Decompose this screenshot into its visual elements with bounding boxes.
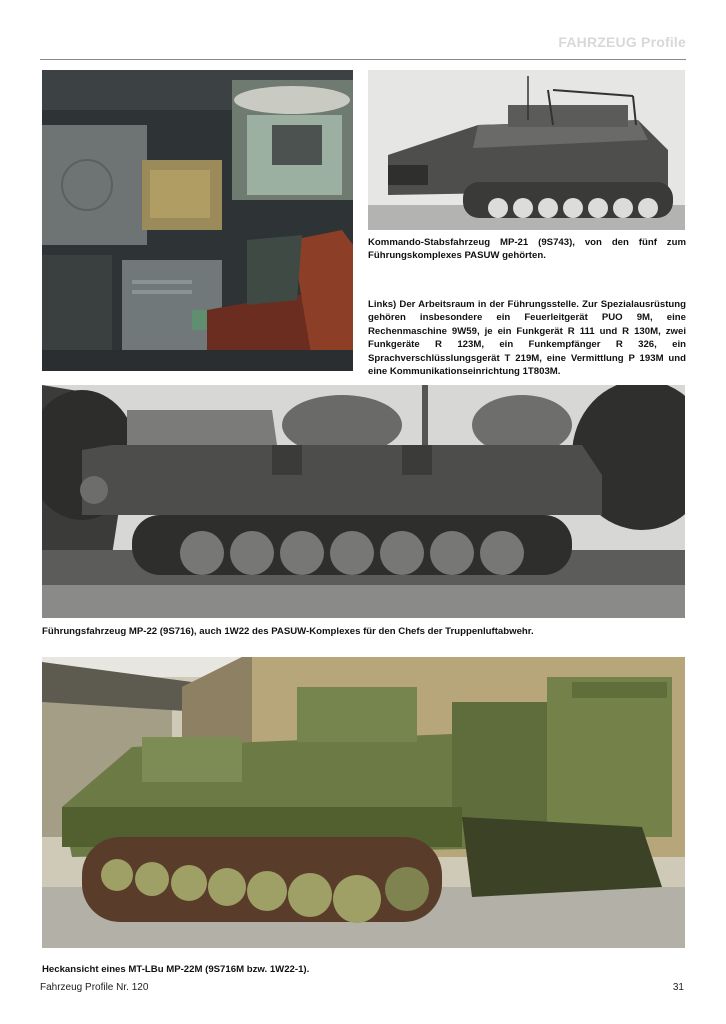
caption-mp22: Führungsfahrzeug MP-22 (9S716), auch 1W22 des PASUW-Komplexes für den Chefs der Truppenluftabwehr.	[42, 626, 534, 637]
caption-mp22m: Heckansicht eines MT-LBu MP-22M (9S716M bzw. 1W22-1).	[42, 964, 310, 975]
photo-vehicle-icon	[42, 385, 685, 618]
photo-vehicle-icon	[368, 70, 685, 230]
footer-page-number: 31	[672, 982, 684, 993]
photo-mp22-vehicle	[42, 385, 685, 618]
photo-command-post-interior	[42, 70, 353, 371]
caption-interior: Links) Der Arbeitsraum in der Führungsstelle. Zur Spezialausrüstung gehören insbesondere ein Feuerleitgerät PUO 9M, eine Rechenmaschine 9W59, je ein Funkgerät R 111 und R 130M, zwei Funkgeräte R 123M, ein Funkempfänger R 326, ein Sprachverschlüsslungsgerät T 219M, eine Vermittlung P 193M und eine Kommunikationseinrichtung 1T803M.	[368, 299, 686, 378]
photo-mp21-vehicle	[368, 70, 685, 230]
footer-publication: Fahrzeug Profile Nr. 120	[40, 982, 149, 993]
header-divider	[40, 59, 686, 60]
running-header-title: FAHRZEUG Profile	[558, 34, 686, 50]
photo-vehicle-icon	[42, 657, 685, 948]
caption-mp21: Kommando-Stabsfahrzeug MP-21 (9S743), von den fünf zum Führungskomplexes PASUW gehörten.	[368, 237, 686, 262]
photo-interior-icon	[42, 70, 353, 371]
photo-mp22m-vehicle	[42, 657, 685, 948]
